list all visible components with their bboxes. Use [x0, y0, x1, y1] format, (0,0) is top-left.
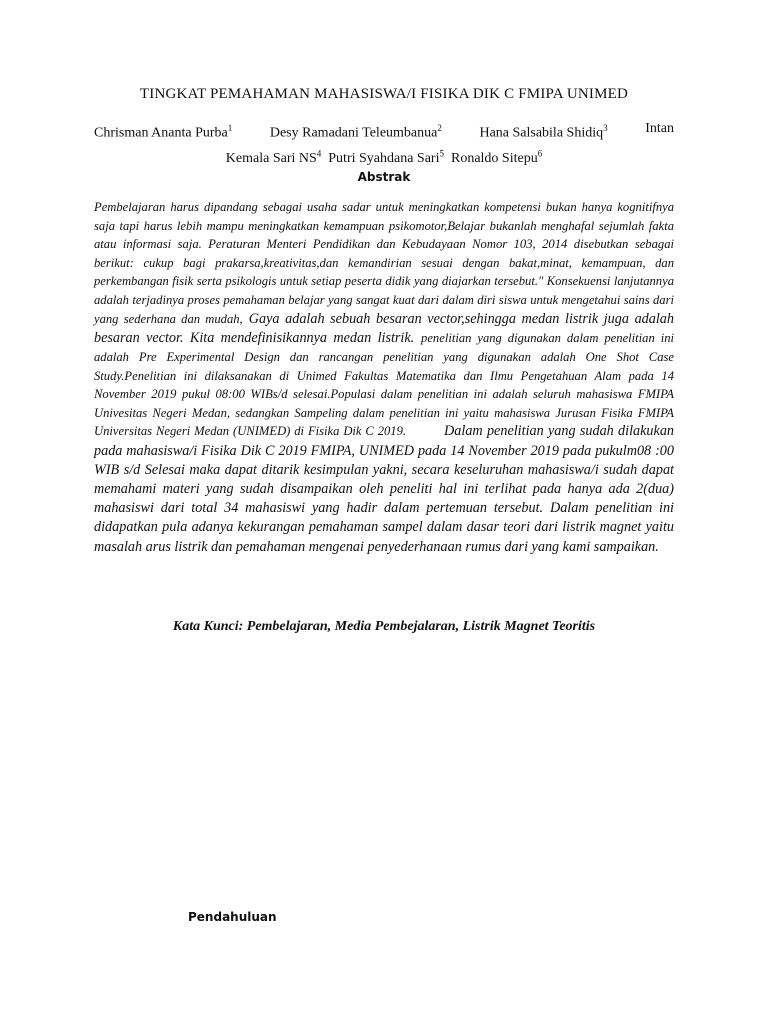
abstract-text: Pembelajaran harus dipandang sebagai usaha sadar untuk meningkatkan kompetensi bukan hanya kognitifnya saja tapi harus lebih mampu meningkatkan kemampuan psikomotor,Belajar bukanlah menghafal sejumlah fakta atau informasi saja. Peraturan Menteri Pendidikan dan Kebudayaan Nomor 103, 2014 disebutkan sebagai berikut: cukup bagi prakarsa,kreativitas,dan kemandirian sesuai dengan bakat,minat, kemampuan, dan perkembangan fisik serta psikologis untuk setiap peserta didik yang diajarkan tersebut." Konsekuensi lanjutannya adalah terjadinya proses pemahaman belajar yang sangat kuat dari dalam diri siswa untuk mengetahui sains dari yang sederhana dan mudah, [94, 200, 674, 326]
author: Ronaldo Sitepu$^6$ [450, 148, 543, 167]
author: Putri Syahdana Sari$^5$ [328, 148, 444, 167]
abstract-body [94, 198, 674, 557]
abstract-text: Dalam penelitian yang sudah dilakukan pada mahasiswa/i Fisika Dik C 2019 FMIPA, UNIMED pada 14 November 2019 pada pukulm08 :00 WIB s/d Selesai maka dapat ditarik kesimpulan yakni, secara keseluruhan mahasiswa/i sudah dapat memahami materi yang sudah disampaikan oleh peneliti hal ini terlihat pada hanya ada 2(dua) mahasiswi dari total 34 mahasiswi yang hadir dalam pertemuan tersebut. Dalam penelitian ini didapatkan pula adanya kekurangan pemahaman sampel dalam dasar teori dari listrik magnet yaitu masalah arus listrik dan pemahaman mengenai penyederhanaan rumus dari yang kami sampaikan. [94, 423, 675, 555]
abstract-text: penelitian yang digunakan dalam penelitian ini adalah Pre Experimental Design dan rancangan penelitian yang digunakan adalah One Shot Case Study.Penelitian ini dilaksanakan di Unimed Fakultas Matematika dan Ilmu Pengetahuan Alam pada 14 November 2019 pukul 08:00 WIBs/d selesai.Populasi dalam penelitian ini adalah seluruh mahasiswa FMIPA Univesitas Negeri Medan, sedangkan Sampeling dalam penelitian ini yaitu mahasiswa Jurusan Fisika FMIPA Universitas Negeri Medan (UNIMED) di Fisika Dik C 2019. [94, 330, 674, 439]
author: Desy Ramadani Teleumbanua$^2$ [269, 123, 442, 141]
paper-title: TINGKAT PEMAHAMAN MAHASISWA/I FISIKA DIK C FMIPA UNIMED [139, 86, 629, 102]
abstract-heading: Abstrak [357, 170, 411, 184]
keywords: Kata Kunci: Pembelajaran, Media Pembejalaran, Listrik Magnet Teoritis [172, 619, 596, 634]
author: Chrisman Ananta Purba$^1$ [94, 123, 233, 141]
author: Hana Salsabila Shidiq$^3$ [479, 123, 608, 141]
author-line-1 [94, 118, 674, 144]
author: Kemala Sari $NS^4$ [225, 148, 322, 167]
section-heading: Pendahuluan [188, 910, 277, 924]
abstract-text: Gaya adalah sebuah besaran vector,sehingga medan listrik juga adalah besaran vector. Kita mendefinisikannya medan listrik. [94, 310, 674, 346]
author-list [94, 118, 674, 169]
author-name-part: Intan [645, 121, 674, 136]
author-line-2 [94, 144, 674, 170]
